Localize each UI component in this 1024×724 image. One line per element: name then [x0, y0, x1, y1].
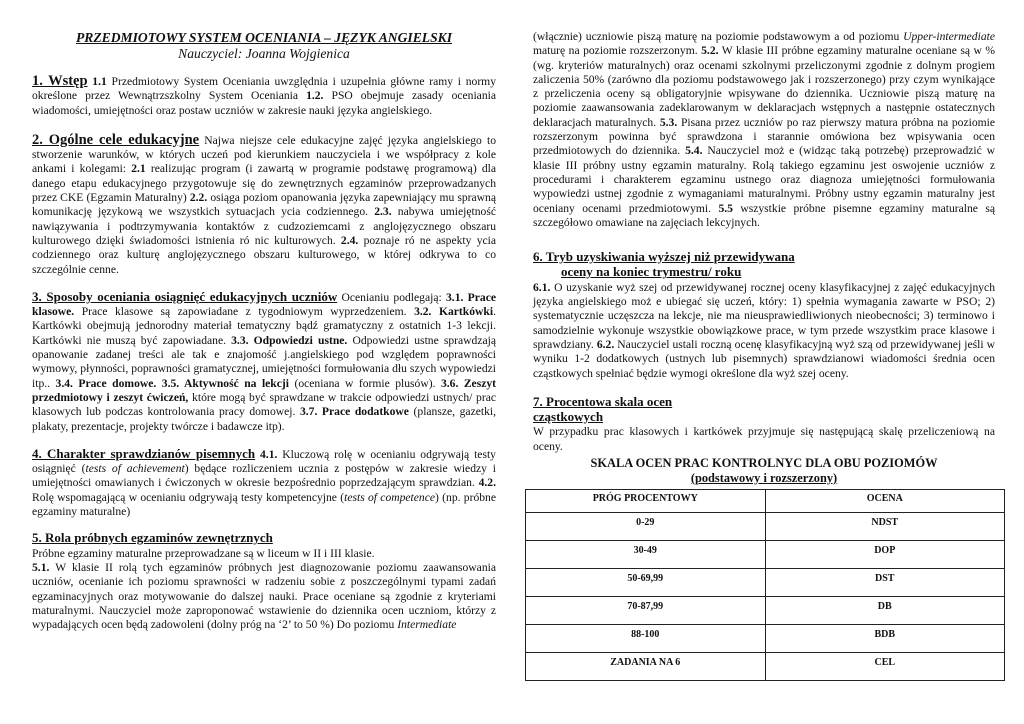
section-6: 6. Tryb uzyskiwania wyższej niż przewidywana oceny na koniec trymestru/ roku 6.1. O uzyskanie wyż szej od przewidywanej rocznej oceny klasyfikacyjnej z zajęć edukacyjnych języka angielskiego moż e ubiegać się uczeń, który: 1) spełnia wymagania zawarte w PSO; 2) systematycznie uczęszcza na lekcje, nie ma nieusprawiedliwionych nieobecności; 3) terminowo i samodzielnie wykonuje wszystkie obowiązkowe prace, w tym przede wszystkim prace klasowe i sprawdziany. 6.2. Nauczyciel ustali roczną ocenę klasyfikacyjną wyż szą od przewidywanej jeśli w wyniku 1-2 dodatkowych (ustnych lub pisemnych) sprawdzianowi wiadomości średnia ocen cząstkowych spełniać będzie wymogi określone dla wyż szej oceny.	[533, 249, 995, 380]
column-header: PRÓG PROCENTOWY	[526, 490, 766, 513]
table-row: ZADANIA NA 6 CEL	[526, 653, 1005, 681]
table-row: 30-49 DOP	[526, 541, 1005, 569]
section-1: 1. Wstęp 1.1 Przedmiotowy System Oceniania uwzględnia i uzupełnia główne ramy i normy określone przez Wewnątrzszkolny System Oceniania 1.2. PSO obejmuje zasady oceniania wiadomości, umiejętności oraz postaw uczniów w zakresie nauki języka angielskiego.	[32, 73, 496, 117]
section-2-heading: 2. Ogólne cele edukacyjne	[32, 131, 200, 148]
column-header: OCENA	[765, 490, 1005, 513]
table-row: 0-29 NDST	[526, 513, 1005, 541]
section-3: 3. Sposoby oceniania osiągnięć edukacyjnych uczniów Ocenianiu podlegają: 3.1. Prace klasowe. Prace klasowe są zapowiadane z tygodniowym wyprzedzeniem. 3.2. Kartkówki. Kartkówki obejmują jednorodny materiał tematyczny bądź gramatyczny z ostatnich 1-3 lekcji. Kartkówki nie muszą być zapowiadane. 3.3. Odpowiedzi ustne. Odpowiedzi ustne sprawdzają opanowanie zadanej treści ale tak e znajomość j.angielskiego pod względem poprawności wymowy, płynności, poprawności gramatycznej, umiejętności formułowania dłu szych wypowiedzi itp.. 3.4. Prace domowe. 3.5. Aktywność na lekcji (oceniana w formie plusów). 3.6. Zeszyt przedmiotowy i zeszyt ćwiczeń, które mogą być sprawdzane w trakcie odpowiedzi ustnych/ prac klasowych lub podczas kontrolowania pracy domowej. 3.7. Prace dodatkowe (plansze, gazetki, plakaty, prezentacje, projekty twórcze i badawcze itp).	[32, 288, 497, 433]
table-title: SKALA OCEN PRAC KONTROLNYC DLA OBU POZIOMÓW (podstawowy i rozszerzony)	[590, 456, 938, 486]
left-column	[32, 26, 496, 632]
table-row: 70-87,99 DB	[526, 597, 1005, 625]
section-4-heading: 4. Charakter sprawdzianów pisemnych	[32, 445, 256, 461]
section-7: 7. Procentowa skala ocen cząstkowych W przypadku prac klasowych i kartkówek przyjmuje się następującą skalę przeliczeniową na oceny.	[533, 393, 995, 453]
section-5-heading: 5. Rola próbnych egzaminów zewnętrznych	[32, 530, 273, 546]
table-header-row	[526, 490, 1005, 513]
right-column	[533, 30, 995, 681]
table-row: 50-69,99 DST	[526, 569, 1005, 597]
grade-scale-table	[525, 489, 1005, 681]
section-5-continued: (włącznie) uczniowie piszą maturę na poziomie podstawowym a od poziomu Upper-intermediate maturę na poziomie rozszerzonym. 5.2. W klasie III próbne egzaminy maturalne oceniane są w % (wg. kryteriów maturalnych) oraz ocenami szkolnymi przeliczonymi zgodnie z dolnym progiem zaliczenia 50% (zarówno dla poziomu podstawowego jak i rozszerzonego) przy czym wynikające z przeliczenia oceny są obligatoryjnie wpisywane do dziennika. Uczniowie piszą maturę na poziomie zaawansowania zadeklarowanym w deklaracjach wstępnych a następnie ostatecznych deklaracjach maturalnych. 5.3. Pisana przez uczniów po raz pierwszy matura próbna na poziomie rozszerzonym powinna być sprawdzona i starannie omówiona bez wpisywania ocen przedmiotowych do dziennika. 5.4. Nauczyciel moż e (widząc taką potrzebę) przeprowadzić w klasie III próbny ustny egzamin maturalny. Rolą takiego egzaminu jest oswojenie uczniów z procedurami i charakterem egzaminu ustnego oraz diagnoza umiejętności formułowania wypowiedzi ustnej zgodnie z wymaganiami maturalnymi. Próbny ustny egzamin maturalny jest oceniany ocenami przedmiotowymi. 5.5 wszystkie próbne pisemne egzaminy maturalne są szczegółowo omawiane na zajęciach lekcyjnych.	[533, 30, 996, 229]
section-7-heading: 7. Procentowa skala ocen	[533, 393, 673, 409]
page-title: PRZEDMIOTOWY SYSTEM OCENIANIA – JĘZYK ANGIELSKI	[75, 30, 453, 45]
section-5: 5. Rola próbnych egzaminów zewnętrznych Próbne egzaminy maturalne przeprowadzane są w liceum w II i III klasie. 5.1. W klasie II rolą tych egzaminów próbnych jest diagnozowanie poziomu zaawansowania uczniów, ocenianie ich poziomu sprawności w radzeniu sobie z poszczególnymi typami zadań egzaminacyjnych oraz motywowanie do dalszej nauki. Prace oceniane są zgodnie z kryteriami maturalnymi. Nauczyciel może zaproponować wstawienie do dziennika ocen uczniom, którzy z wypadających ocen będą zadowoleni (dolny próg na ‘2’ to 50 %) Do poziomu Intermediate	[32, 530, 496, 632]
table-row: 88-100 BDB	[526, 625, 1005, 653]
section-4: 4. Charakter sprawdzianów pisemnych 4.1. Kluczową rolę w ocenianiu odgrywają testy osiągnięć (tests of achievement) będące rozliczeniem ucznia z postępów w zakresie wiedzy i umiejętności omawianych i ćwiczonych w okresie bezpośrednio poprzedzającym sprawdzian. 4.2. Rolę wspomagającą w ocenianiu odgrywają testy kompetencyjne (tests of competence) (np. próbne egzaminy maturalne)	[32, 445, 496, 519]
section-2: 2. Ogólne cele edukacyjne Najwa niejsze cele edukacyjne zajęć języka angielskiego to stworzenie warunków, w których uczeń pod kierunkiem nauczyciela i we współpracy z kole ankami i kolegami: 2.1 realizując program (i zawartą w programie podstawę programową) dla danego etapu edukacyjnego przygotowuje się do zewnętrznych egzaminów przeprowadzanych przez CKE (Egzamin Maturalny) 2.2. osiąga poziom opanowania języka zapewniający mu sprawną komunikację językową we wszystkich sytuacjach ycia codziennego. 2.3. nabywa umiejętność nawiązywania i podtrzymywania kontaktów z cudzoziemcami z anglojęzycznego obszaru kulturowego dzięki świadomości istnienia ró nic kulturowych. 2.4. poznaje ró ne aspekty ycia codziennego oraz kulturę anglojęzycznego obszaru kulturowego, w której odkrywa to co szczególnie cenne.	[32, 131, 497, 276]
section-6-heading: 6. Tryb uzyskiwania wyższej niż przewidywana	[533, 249, 795, 265]
section-1-heading: 1. Wstęp	[32, 73, 88, 89]
section-3-heading: 3. Sposoby oceniania osiągnięć edukacyjnych uczniów	[32, 288, 338, 304]
teacher-name: Nauczyciel: Joanna Wojgienica	[178, 46, 350, 61]
